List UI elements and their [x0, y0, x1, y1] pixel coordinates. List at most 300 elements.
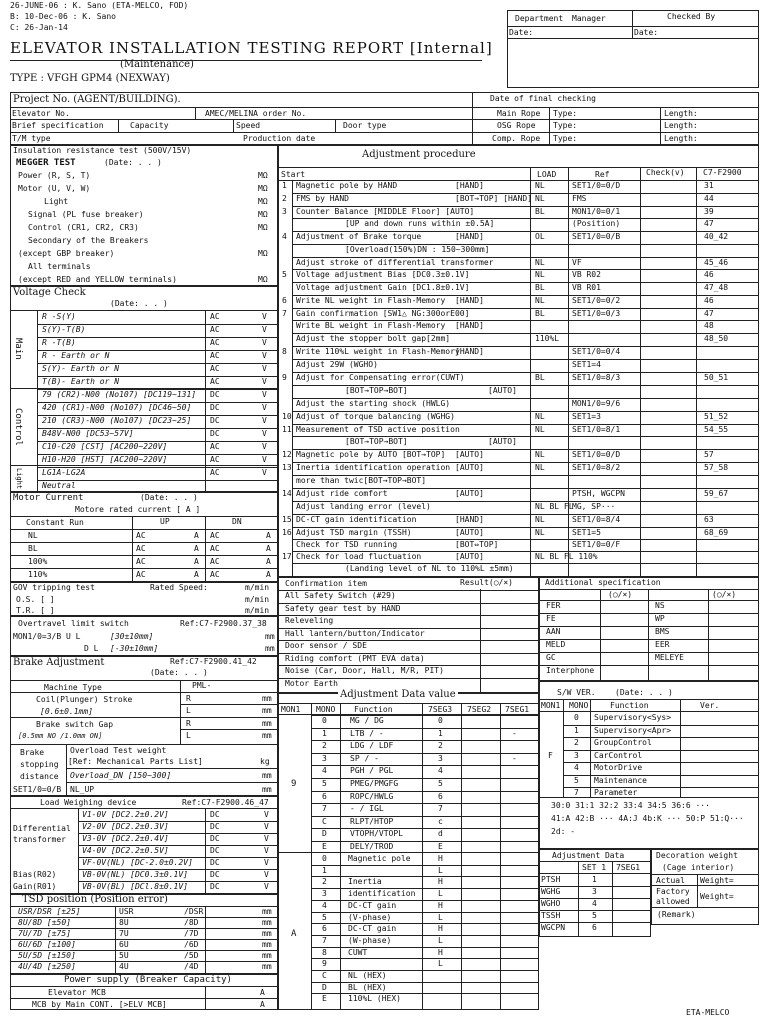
megaohm-unit: MΩ [258, 210, 268, 219]
overtravel-ul: [30±10mm] [110, 632, 154, 641]
overtravel-ref: Ref:C7-F2900.37_38 [180, 619, 267, 628]
step-doc: 68_69 [704, 528, 729, 537]
step-number: 11 [282, 425, 292, 434]
lw-row-type: DC [210, 822, 220, 831]
row-divider [311, 728, 539, 729]
adjdata-function: DC-CT gain [348, 924, 397, 934]
up-col: UP [160, 517, 170, 526]
adjdata-seg3: L [438, 889, 443, 899]
overtravel-dl-label: D L [84, 644, 99, 653]
voltage-row-unit: V [262, 312, 267, 321]
step-number: 16 [282, 528, 292, 537]
adjdata-seg3: L [438, 912, 443, 922]
megaohm-unit: MΩ [258, 275, 268, 284]
adjdata-seg3: 3 [438, 753, 443, 763]
adjdata-function: DELY/TROD [350, 842, 394, 851]
step-load: NL [535, 528, 545, 537]
row-divider [539, 600, 759, 601]
additional-mark: (○/×) [712, 590, 737, 599]
adjdata-seg3: 4 [438, 766, 443, 776]
voltage-row-unit: V [262, 390, 267, 399]
step-ref: SET1=5 [572, 528, 601, 537]
voltage-row-unit: V [262, 377, 267, 386]
step-number: 8 [282, 347, 287, 356]
ac-label: AC [210, 544, 220, 553]
row-divider [311, 888, 539, 889]
amp-label: A [194, 570, 199, 579]
gap-spec: [0.5mm NO /1.0mm ON] [18, 732, 103, 740]
step-text: Inertia identification operation [296, 463, 451, 472]
factory-label-2: allowed [656, 897, 690, 906]
power-title: Power supply (Breaker Capacity) [64, 975, 232, 985]
lw-row-type: DC [210, 834, 220, 843]
sw-mono: 3 [574, 750, 579, 760]
revision-c: C: 26-Jan-14 [10, 23, 68, 32]
step-text: [Overload(150%)DN : 150~300mm] [345, 245, 490, 254]
step-text: Adjust 29W (WGHO) [296, 360, 378, 369]
overtravel-unit: mm [265, 644, 275, 653]
seg1-col: 7SEG1 [616, 863, 641, 872]
additional-item-right: NS [655, 601, 665, 610]
row-divider [563, 737, 759, 738]
rope-length-label: Length: [664, 109, 698, 118]
row-divider [311, 753, 539, 754]
adjdata-function: CUWT [348, 947, 368, 957]
confirmation-item: Noise (Car, Door, Hall, M/R, PIT) [285, 666, 444, 675]
row-divider [539, 613, 759, 614]
step-mode: [AUTO] [455, 528, 484, 537]
lw-row-label: V2-0V [DC2.2±0.3V] [82, 822, 169, 831]
sw-header: S/W VER. [557, 688, 596, 697]
type-line: TYPE : VFGH GPM4 (NEXWAY) [10, 73, 170, 84]
brake-ref: Ref:C7-F2900.41_42 [170, 657, 257, 666]
step-doc: 47 [704, 309, 714, 318]
step-load: NL [535, 463, 545, 472]
adjdata-mono: 6 [322, 924, 327, 934]
adjdata-seg3: 1 [438, 728, 443, 738]
amp-label: A [266, 557, 271, 566]
ol-dn-label: Overload_DN [150~300] [70, 771, 172, 780]
adjdata-function: 110%L (HEX) [348, 994, 401, 1004]
row-divider [311, 841, 539, 842]
adjdata-function: LTB / - [350, 728, 384, 738]
manager-label: Manager [572, 14, 606, 23]
lw-row-unit: V [264, 810, 269, 819]
bias-label: Bias(R02) [13, 870, 57, 879]
additional-item-left: GC [546, 653, 556, 662]
lw-row-type: DC [210, 846, 220, 855]
adjdata-seg3: 2 [438, 741, 443, 751]
elevator-mcb-label: Elevator MCB [48, 988, 106, 997]
sw-mon1: F [548, 751, 553, 760]
ref-col: Ref [595, 170, 610, 179]
lw-row-label: VB-0V(NL) [DC0.3±0.1V] [82, 870, 188, 879]
rope-type-label: Type: [553, 109, 578, 118]
megaohm-unit: MΩ [258, 197, 268, 206]
voltage-row-type: DC [210, 429, 220, 438]
step-doc: 63 [704, 515, 714, 524]
order-no-label: AMEC/MELINA order No. [205, 109, 307, 118]
step-mode: [AUTO] [488, 437, 517, 446]
step-doc: 40_42 [704, 232, 729, 241]
step-ref: SET1/0=0/F [572, 540, 621, 549]
adjdata-function: (V-phase) [348, 912, 392, 922]
step-text: Magnetic pole by HAND [296, 181, 398, 190]
insulation-row-label: (except GBP breaker) [18, 249, 115, 258]
step-text: Magnetic pole by AUTO [BOT→TOP] [296, 450, 446, 459]
lw-row-type: DC [210, 882, 220, 891]
additional-item-left: FE [546, 614, 556, 623]
overload-weight-label: Overload Test weight [70, 746, 167, 755]
adjdata-col-header: Function [354, 705, 393, 714]
brake-mm: mm [262, 719, 272, 728]
amp-label: A [266, 570, 271, 579]
adjdata-mono: 9 [322, 959, 327, 969]
brake-mm: mm [262, 706, 272, 715]
tsd-up: USR [119, 907, 134, 916]
final-check-label: Date of final checking [490, 94, 596, 103]
step-ref: MON1/0=0/1 [572, 207, 621, 216]
step-doc: 47_48 [704, 283, 729, 292]
set1-value: 3 [592, 887, 597, 896]
step-text: Adjust the stopper bolt gap[2mm] [296, 334, 451, 343]
step-doc: 57_58 [704, 463, 729, 472]
tsd-up: 8U [119, 918, 129, 927]
sw-codes-2: 41:A 42:B ··· 4A:J 4b:K ··· 50:P 51:Q··· [551, 814, 744, 823]
adjdata-function: Magnetic pole [348, 854, 411, 863]
voltage-row-label: H10-H20 [HST] [AC200~220V] [42, 455, 168, 464]
sw-date: (Date: . . ) [615, 688, 673, 697]
elevator-no-label: Elevator No. [12, 109, 70, 118]
doc-col: C7-F2900 [703, 168, 742, 177]
voltage-row-type: AC [210, 338, 220, 347]
voltage-row-type: DC [210, 416, 220, 425]
set1-name: WGHO [541, 899, 561, 908]
step-number: 12 [282, 450, 292, 459]
revision-a: 26-JUNE-06 : K. Sano (ETA-MELCO, FOD) [10, 1, 189, 10]
row-divider [10, 568, 278, 569]
adjdata-mono: 7 [322, 804, 327, 814]
row-divider [563, 762, 759, 763]
sw-function: Supervisory<Sys> [594, 713, 672, 722]
adjdata-seg3: d [438, 829, 443, 839]
step-ref: SET1/0=8/3 [572, 373, 621, 382]
revision-b: B: 10-Dec-06 : K. Sano [10, 12, 116, 21]
section-divider [278, 852, 539, 853]
step-number: 14 [282, 489, 292, 498]
row-divider [311, 865, 539, 866]
confirmation-item: Riding comfort (PMT EVA data) [285, 653, 425, 663]
lw-row-label: V1-0V [DC2.2±0.2V] [82, 810, 169, 819]
step-text: Adjust TSD margin (TSSH) [296, 528, 412, 537]
adjdata-mono: 4 [322, 766, 327, 776]
megaohm-unit: MΩ [258, 184, 268, 193]
kg-unit: kg [260, 757, 270, 766]
voltage-row-unit: V [262, 325, 267, 334]
date-label-1: Date: [509, 28, 534, 37]
row-divider [311, 791, 539, 792]
project-no-label: Project No. (AGENT/BUILDING). [13, 94, 181, 105]
dn-col: DN [232, 517, 242, 526]
gov-os: O.S. [ ] [16, 595, 55, 604]
step-number: 4 [282, 232, 287, 241]
adjdata-dash: - [512, 753, 517, 763]
step-load: BL [535, 283, 545, 292]
row-divider [563, 775, 759, 776]
comp-rope-label: Comp. Rope [492, 134, 541, 143]
step-ref: MON1/0=9/6 [572, 399, 621, 408]
step-mode: [BOT⇔TOP] [455, 540, 499, 549]
adjdata-seg3: E [438, 842, 443, 851]
adjustment-data-header: Adjustment Data value [340, 689, 456, 700]
insulation-row-label: Signal (PL fuse breaker) [28, 210, 144, 219]
row-divider [311, 993, 539, 994]
diff-label-1: Differential [13, 824, 71, 833]
lw-row-label: V4-0V [DC2.2±0.5V] [82, 846, 169, 855]
step-text: (Landing level of NL to 110%L ±5mm) [345, 564, 514, 573]
adjdata-mono: 1 [322, 865, 327, 875]
row-divider [311, 982, 539, 983]
lw-row-label: V3-0V [DC2.2±0.4V] [82, 834, 169, 843]
voltage-row-unit: V [262, 442, 267, 451]
additional-mark: (○/×) [608, 590, 633, 599]
step-number: 9 [282, 373, 287, 382]
motor-current-date: (Date: . . ) [140, 493, 198, 502]
voltage-row-type: DC [210, 390, 220, 399]
motor-row-label: 110% [28, 570, 48, 579]
step-text: FMS by HAND [296, 194, 349, 203]
brake-mm: mm [262, 731, 272, 740]
date-label-2: Date: [634, 28, 659, 37]
step-load: NL [535, 194, 545, 203]
adjdata-col-header: 7SEG1 [505, 705, 530, 714]
amp-unit: A [260, 1000, 265, 1009]
lw-row-label: VF-0V(NL) [DC-2.0±0.2V] [82, 858, 193, 867]
step-text: Check for TSD running [296, 540, 398, 549]
additional-item-right: EER [655, 640, 670, 649]
row-divider [539, 639, 759, 640]
step-text: Adjustment of Brake torque [296, 232, 422, 241]
adjdata-function: BL (HEX) [348, 982, 387, 992]
adjdata-function: identification [348, 889, 416, 899]
voltage-row-type: AC [210, 364, 220, 373]
adjdata-mono: 0 [322, 854, 327, 863]
osg-rope-label: OSG Rope [497, 121, 536, 130]
tsd-up: 5U [119, 951, 129, 960]
ac-label: AC [136, 531, 146, 540]
adjdata-mono: 5 [322, 912, 327, 922]
load-weighing-ref: Ref:C7-F2900.46_47 [182, 798, 269, 807]
tsd-up: 7U [119, 929, 129, 938]
step-number: 13 [282, 463, 292, 472]
sw-codes-1: 30:0 31:1 32:2 33:4 34:5 36:6 ··· [551, 801, 710, 810]
step-load: 110%L [535, 334, 560, 343]
step-text: Gain confirmation [SW1△ NG:300orE00] [296, 309, 470, 318]
row-divider [563, 787, 759, 788]
ac-label: AC [210, 531, 220, 540]
brake-title: Brake Adjustment [13, 657, 105, 668]
adjdata-function: DC-CT gain [348, 900, 397, 910]
step-mode: [AUTO] [455, 489, 484, 498]
adjdata-seg3: c [438, 816, 443, 826]
confirmation-item: Hall lantern/button/Indicator [285, 628, 425, 638]
brief-spec-label: Brief specification [12, 121, 104, 130]
step-doc: 45_46 [704, 258, 729, 267]
voltage-row-unit: V [262, 338, 267, 347]
motor-rated-current: Motore rated current [ A ] [75, 505, 201, 514]
voltage-row-label: R -T(B) [42, 338, 76, 347]
step-text: [BOT→TOP→BOT] [345, 437, 408, 446]
row-divider [311, 816, 539, 817]
confirmation-item: Releveling [285, 616, 334, 625]
production-date-label: Production date [243, 134, 316, 143]
step-number: 15 [282, 515, 292, 524]
coil-stroke-label: Coil(Plunger) Stroke [36, 695, 133, 704]
adjdata-col-header: MON1 [281, 705, 301, 714]
adjdata-seg3: L [438, 865, 443, 875]
step-ref: MG, SP··· [572, 502, 616, 511]
megaohm-unit: MΩ [258, 223, 268, 232]
adjustment-header: Adjustment procedure [362, 149, 476, 160]
amp-label: A [194, 544, 199, 553]
additional-header: Additional specification [545, 578, 661, 587]
row-divider [10, 542, 278, 543]
row-divider [311, 935, 539, 936]
factory-label-1: Factory [656, 887, 690, 896]
step-mode: [AUTO] [455, 552, 484, 561]
row-divider [311, 958, 539, 959]
step-number: 1 [282, 181, 287, 190]
voltage-row-label: T(B)- Earth or N [42, 377, 120, 386]
step-text: Adjust of torque balancing (WGHG) [296, 412, 455, 421]
step-text: Write 110%L weight in Flash-Memory [296, 347, 460, 356]
step-load: NL BL FL 110% [535, 552, 598, 561]
adjdata-seg3: L [438, 935, 443, 945]
adjdata-dash: - [512, 728, 517, 738]
set1-name: PTSH [541, 875, 561, 884]
speed-label: Speed [236, 121, 261, 130]
step-load: NL [535, 425, 545, 434]
tsd-range: 8U/8D [±50] [18, 918, 71, 927]
step-text: more than twic[BOT→TOP→BOT] [296, 476, 427, 485]
step-load: OL [535, 232, 545, 241]
gov-unit: m/min [245, 606, 270, 615]
step-doc: 47 [704, 219, 714, 228]
step-load: BL [535, 373, 545, 382]
machine-type-label: Machine Type [44, 683, 102, 692]
weight-label: Weight= [700, 892, 734, 901]
decoration-header-2: (Cage interior) [662, 863, 735, 872]
step-number: 2 [282, 194, 287, 203]
voltage-row-label: R -S(Y) [42, 312, 76, 321]
adjdata-function: Inertia [348, 877, 382, 887]
set1-value: 6 [592, 923, 597, 932]
insulation-row-label: Light [44, 197, 69, 206]
adjdata-seg3: H [438, 854, 443, 863]
voltage-row-type: AC [210, 468, 220, 477]
step-doc: 46 [704, 270, 714, 279]
step-ref: SET1/0=0/2 [572, 296, 621, 305]
lw-row-type: DC [210, 858, 220, 867]
start-label: Start [281, 170, 306, 179]
step-text: [BOT→TOP→BOT] [345, 386, 408, 395]
brake-mm: mm [262, 694, 272, 703]
insulation-row-label: All terminals [28, 262, 91, 271]
row-divider [311, 740, 539, 741]
adjdata-mono: C [322, 971, 327, 980]
voltage-row-type: AC [210, 442, 220, 451]
voltage-date: (Date: . . ) [110, 299, 168, 308]
step-doc: 48 [704, 321, 714, 330]
step-ref: SET1/0=8/1 [572, 425, 621, 434]
step-number: 6 [282, 296, 287, 305]
lw-row-unit: V [264, 870, 269, 879]
step-mode: [BOT→TOP] [HAND] [455, 194, 533, 203]
additional-item-left: MELD [546, 640, 566, 649]
voltage-row-type: AC [210, 377, 220, 386]
tsd-title: TSD position (Position error) [22, 894, 168, 905]
brake-l-label: L [186, 731, 191, 740]
adjdata-mono: D [322, 982, 327, 992]
voltage-row-label: S(Y)- Earth or N [42, 364, 120, 373]
tsd-dn: /8D [184, 918, 199, 927]
voltage-row-unit: V [262, 364, 267, 373]
step-doc: 51_52 [704, 412, 729, 421]
tsd-dn: /6D [184, 940, 199, 949]
step-ref: VF [572, 258, 582, 267]
control-group-label: Control [13, 408, 23, 446]
tsd-range: 7U/7D [±75] [18, 929, 71, 938]
step-load: BL [535, 309, 545, 318]
step-ref: SET1/0=8/2 [572, 463, 621, 472]
motor-row-label: BL [28, 544, 38, 553]
step-mode: [HAND] [455, 321, 484, 330]
sw-function: MotorDrive [594, 763, 643, 772]
adjdata-mono: 2 [322, 877, 327, 887]
checked-by-label: Checked By [667, 12, 716, 21]
gov-unit: m/min [245, 595, 270, 604]
adjdata-mon1-a: A [291, 929, 297, 939]
tsd-mm: mm [262, 907, 272, 916]
voltage-row-label: LG1A-LG2A [42, 468, 86, 477]
step-text: Adjust for Compensating error(CUWT) [296, 373, 465, 382]
amp-unit: A [260, 988, 265, 997]
tsd-mm: mm [262, 929, 272, 938]
sw-mono: 4 [574, 763, 579, 772]
step-number: 10 [282, 412, 292, 421]
weight-label: Weight= [700, 876, 734, 885]
diff-label-2: transformer [13, 835, 66, 844]
voltage-header: Voltage Check [13, 287, 86, 298]
brake-date: (Date: . . ) [150, 668, 208, 677]
lw-row-unit: V [264, 834, 269, 843]
stop-4: SET1/0=0/B [13, 785, 62, 794]
insulation-header: Insulation resistance test (500V/15V) [13, 146, 192, 155]
adjdata-function: PMEG/PMGFG [350, 779, 399, 788]
adjdata-function: NL (HEX) [348, 971, 387, 980]
additional-item-left: AAN [546, 627, 561, 636]
step-text: Write NL weight in Flash-Memory [296, 296, 446, 305]
tm-type-label: T/M type [12, 134, 51, 143]
decoration-header-1: Decoration weight [656, 851, 738, 860]
sw-mono: 0 [574, 713, 579, 722]
tsd-dn: /DSR [184, 907, 204, 916]
step-text: Check for load fluctuation [296, 552, 422, 561]
tsd-dn: /4D [184, 962, 199, 971]
adjdata-mon1-9: 9 [291, 779, 297, 789]
step-doc: 50_51 [704, 373, 729, 382]
ref-mech-label: [Ref: Mechanical Parts List] [68, 757, 203, 766]
